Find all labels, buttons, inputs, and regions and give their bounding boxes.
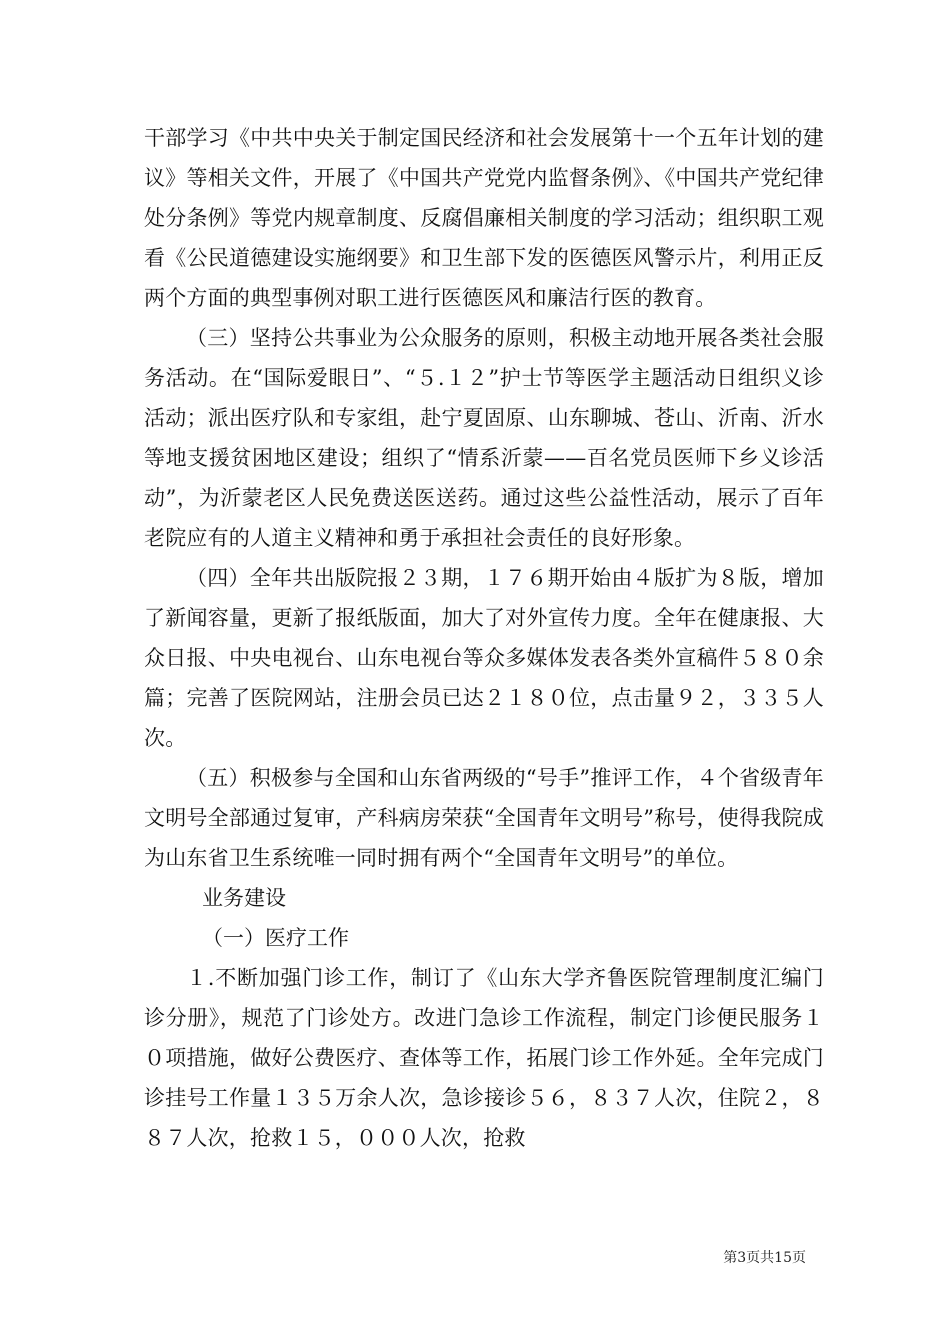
page-number: 第3页共15页 (723, 1250, 806, 1266)
document-body (144, 118, 824, 1158)
heading-medical-work: （一）医疗工作 (202, 926, 349, 950)
paragraph-youth-civilization: （五）积极参与全国和山东省两级的“号手”推评工作，４个省级青年文明号全部通过复审，产科病房荣获“全国青年文明号”称号，使得我院成为山东省卫生系统唯一同时拥有两个“全国青年文明号”的单位。 (144, 766, 824, 870)
paragraph-outpatient-work: １.不断加强门诊工作，制订了《山东大学齐鲁医院管理制度汇编门诊分册》，规范了门诊处方。改进门急诊工作流程，制定门诊便民服务１０项措施，做好公费医疗、查体等工作，拓展门诊工作外延。全年完成门诊挂号工作量１３５万余人次，急诊接诊５６，８３７人次，住院２，８８７人次，抢救１５，０００人次，抢救 (144, 966, 824, 1150)
heading-business-construction: 业务建设 (202, 886, 286, 910)
paragraph-public-service: （三）坚持公共事业为公众服务的原则，积极主动地开展各类社会服务活动。在“国际爱眼日”、“５.１２”护士节等医学主题活动日组织义诊活动；派出医疗队和专家组，赴宁夏固原、山东聊城、苍山、沂南、沂水等地支援贫困地区建设；组织了“情系沂蒙——百名党员医师下乡义诊活动”，为沂蒙老区人民免费送医送药。通过这些公益性活动，展示了百年老院应有的人道主义精神和勇于承担社会责任的良好形象。 (144, 326, 824, 550)
paragraph-publicity: （四）全年共出版院报２３期，１７６期开始由４版扩为８版，增加了新闻容量，更新了报纸版面，加大了对外宣传力度。全年在健康报、大众日报、中央电视台、山东电视台等众多媒体发表各类外宣稿件５８０余篇；完善了医院网站，注册会员已达２１８０位，点击量９２，３３５人次。 (144, 566, 824, 750)
paragraph-ethics-education: 干部学习《中共中央关于制定国民经济和社会发展第十一个五年计划的建议》等相关文件，开展了《中国共产党党内监督条例》、《中国共产党纪律处分条例》等党内规章制度、反腐倡廉相关制度的学习活动；组织职工观看《公民道德建设实施纲要》和卫生部下发的医德医风警示片，利用正反两个方面的典型事例对职工进行医德医风和廉洁行医的教育。 (144, 126, 824, 310)
